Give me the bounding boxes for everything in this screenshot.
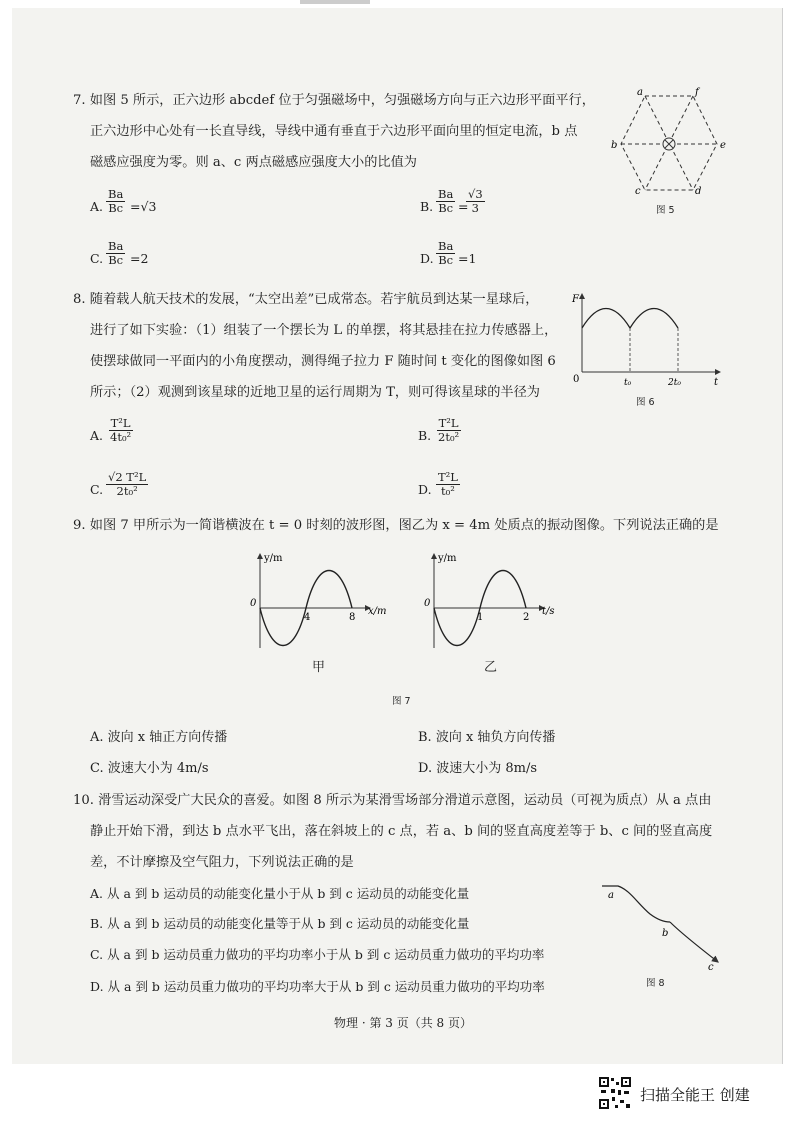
q8-b-num: T²L	[438, 416, 459, 430]
q8-line-4: 所示；（2）观测到该星球的近地卫星的运行周期为 T，则可得该星球的半径为	[90, 385, 540, 400]
q10-option-c	[90, 947, 544, 963]
q7-b-rden: 3	[471, 201, 479, 215]
qr-code-icon	[598, 1076, 632, 1110]
scan-edge-mark	[300, 0, 370, 4]
q9-option-b-text: 波向 x 轴负方向传播	[435, 730, 556, 745]
q9-option-c-label: C.	[90, 761, 104, 776]
q9-line-1: 9. 如图 7 甲所示为一简谐横波在 t = 0 时刻的波形图，图乙为 x = 4m 处质点的振动图像。下列说法正确的是	[73, 518, 719, 533]
q7-c-eq: =2	[130, 251, 149, 266]
q7-line-1: 7. 如图 5 所示，正六边形 abcdef 位于匀强磁场中，匀强磁场方向与正六边形平面平行，	[73, 93, 595, 108]
t0-label: t₀	[624, 378, 632, 388]
figure-8-caption: 图 8	[646, 978, 665, 989]
q8-line-1: 8. 随着载人航天技术的发展，“太空出差”已成常态。若宇航员到达某一星球后，	[73, 292, 539, 307]
q7-c-den: Bc	[108, 253, 124, 267]
q8-a-den: 4t₀²	[110, 430, 132, 444]
q7-d-den: Bc	[438, 253, 454, 267]
f-axis-label: F	[572, 294, 579, 305]
figure-6-force-time-graph	[568, 290, 728, 390]
2t0-label: 2t₀	[668, 378, 681, 388]
q7-line-3: 磁感应强度为零。则 a、c 两点磁感应强度大小的比值为	[90, 155, 417, 170]
scanner-watermark-text: 扫描全能王 创建	[640, 1086, 750, 1104]
q7-option-d-fraction	[436, 240, 455, 267]
q9-option-a-label: A.	[90, 730, 104, 745]
origin-label: 0	[573, 374, 580, 385]
figure-5-hexagon	[604, 86, 734, 196]
q9-option-d	[418, 761, 537, 777]
q9-option-d-text: 波速大小为 8m/s	[436, 761, 538, 776]
point-b-label: b	[662, 928, 669, 939]
graph2-tick-1: 1	[477, 612, 484, 623]
q7-option-a-fraction	[106, 188, 125, 215]
point-c-label: c	[708, 962, 714, 972]
graph1-tick-4: 4	[304, 612, 311, 623]
q10-option-a	[90, 886, 469, 902]
q10-option-c-text: 从 a 到 b 运动员重力做功的平均功率小于从 b 到 c 运动员重力做功的平均功率	[107, 947, 545, 962]
page-footer: 物理 · 第 3 页（共 8 页）	[334, 1016, 472, 1030]
graph2-x-label: t/s	[542, 606, 555, 617]
q8-option-b-label: B.	[418, 428, 432, 443]
q10-line-2: 静止开始下滑，到达 b 点水平飞出，落在斜坡上的 c 点，若 a、b 间的竖直高度差等于 b、c 间的竖直高度	[90, 824, 713, 839]
graph1-origin: 0	[250, 598, 257, 609]
q7-a-num: Ba	[108, 187, 124, 201]
hex-label-a: a	[637, 87, 643, 98]
graph1-tick-8: 8	[349, 612, 356, 623]
q9-option-d-label: D.	[418, 761, 433, 776]
q7-option-c-fraction	[106, 240, 125, 267]
q9-option-a-text: 波向 x 轴正方向传播	[107, 730, 228, 745]
hex-label-f: f	[695, 87, 699, 98]
q8-option-a-label: A.	[90, 428, 104, 443]
q9-option-a	[90, 730, 227, 746]
q10-line-3: 差，不计摩擦及空气阻力，下列说法正确的是	[90, 855, 354, 870]
hex-label-e: e	[720, 140, 726, 151]
q9-option-c	[90, 761, 209, 777]
graph2-tick-2: 2	[523, 612, 530, 623]
q10-line-1: 10. 滑雪运动深受广大民众的喜爱。如图 8 所示为某滑雪场部分滑道示意图，运动员（可视为质点）从 a 点由	[73, 793, 712, 808]
q7-option-c-label: C.	[90, 251, 104, 266]
hex-label-d: d	[695, 186, 702, 196]
q7-b-num: Ba	[438, 187, 454, 201]
figure-8-ski-slope	[594, 876, 734, 972]
q7-a-den: Bc	[108, 201, 124, 215]
graph2-origin: 0	[424, 598, 431, 609]
q10-option-c-label: C.	[90, 947, 104, 962]
q10-option-a-text: 从 a 到 b 运动员的动能变化量小于从 b 到 c 运动员的动能变化量	[107, 886, 470, 901]
t-axis-label: t	[714, 377, 719, 388]
q10-option-a-label: A.	[90, 886, 104, 901]
q8-option-a-fraction	[108, 417, 133, 444]
figure-7-wave-graph	[246, 548, 396, 658]
q8-c-den: 2t₀²	[116, 484, 138, 498]
q10-option-d	[90, 979, 545, 995]
q8-option-c-fraction	[106, 471, 148, 498]
q10-option-b	[90, 916, 469, 932]
force-curve	[582, 309, 678, 329]
q10-option-b-text: 从 a 到 b 运动员的动能变化量等于从 b 到 c 运动员的动能变化量	[107, 916, 470, 931]
hex-label-b: b	[611, 140, 618, 151]
q9-option-b	[418, 730, 555, 746]
q7-a-eq: =√3	[130, 199, 157, 214]
figure-7-caption: 图 7	[392, 696, 411, 707]
q7-option-b-fraction	[436, 188, 455, 215]
graph1-name: 甲	[312, 660, 326, 675]
q8-b-den: 2t₀²	[438, 430, 460, 444]
q8-option-d-fraction	[436, 471, 460, 498]
figure-5-caption: 图 5	[656, 205, 675, 216]
q9-option-b-label: B.	[418, 730, 432, 745]
q10-option-d-label: D.	[90, 979, 104, 994]
q8-c-num: √2 T²L	[108, 470, 147, 484]
q7-option-a-label: A.	[90, 199, 104, 214]
q7-b-den: Bc	[438, 201, 454, 215]
q8-d-num: T²L	[438, 470, 458, 484]
q7-d-eq: =1	[458, 251, 477, 266]
figure-7-vibration-graph	[420, 548, 570, 658]
q8-option-d-label: D.	[418, 482, 432, 497]
q10-option-b-label: B.	[90, 916, 104, 931]
q8-option-c-label: C.	[90, 482, 104, 497]
graph1-x-label: x/m	[368, 606, 387, 617]
graph1-y-label: y/m	[264, 553, 283, 564]
q7-option-b-label: B.	[420, 199, 434, 214]
q8-d-den: t₀²	[441, 484, 455, 498]
q7-option-b-value	[466, 188, 485, 215]
q7-b-eq: =	[458, 199, 469, 214]
hex-label-c: c	[635, 186, 641, 196]
q7-line-2: 正六边形中心处有一长直导线，导线中通有垂直于六边形平面向里的恒定电流，b 点	[90, 124, 578, 139]
figure-6-caption: 图 6	[636, 397, 655, 408]
graph2-name: 乙	[484, 660, 498, 675]
q7-c-num: Ba	[108, 239, 124, 253]
q7-b-rnum: √3	[468, 187, 483, 201]
q8-line-2: 进行了如下实验：（1）组装了一个摆长为 L 的单摆，将其悬挂在拉力传感器上，	[90, 323, 558, 338]
landing-slope	[670, 922, 718, 962]
q8-line-3: 使摆球做同一平面内的小角度摆动，测得绳子拉力 F 随时间 t 变化的图像如图 6	[90, 354, 556, 369]
point-a-label: a	[608, 890, 614, 901]
q8-option-b-fraction	[436, 417, 461, 444]
graph2-y-label: y/m	[438, 553, 457, 564]
q7-option-d-label: D.	[420, 251, 434, 266]
q10-option-d-text: 从 a 到 b 运动员重力做功的平均功率大于从 b 到 c 运动员重力做功的平均功率	[107, 979, 545, 994]
q8-a-num: T²L	[110, 416, 131, 430]
q9-option-c-text: 波速大小为 4m/s	[107, 761, 209, 776]
q7-d-num: Ba	[438, 239, 454, 253]
